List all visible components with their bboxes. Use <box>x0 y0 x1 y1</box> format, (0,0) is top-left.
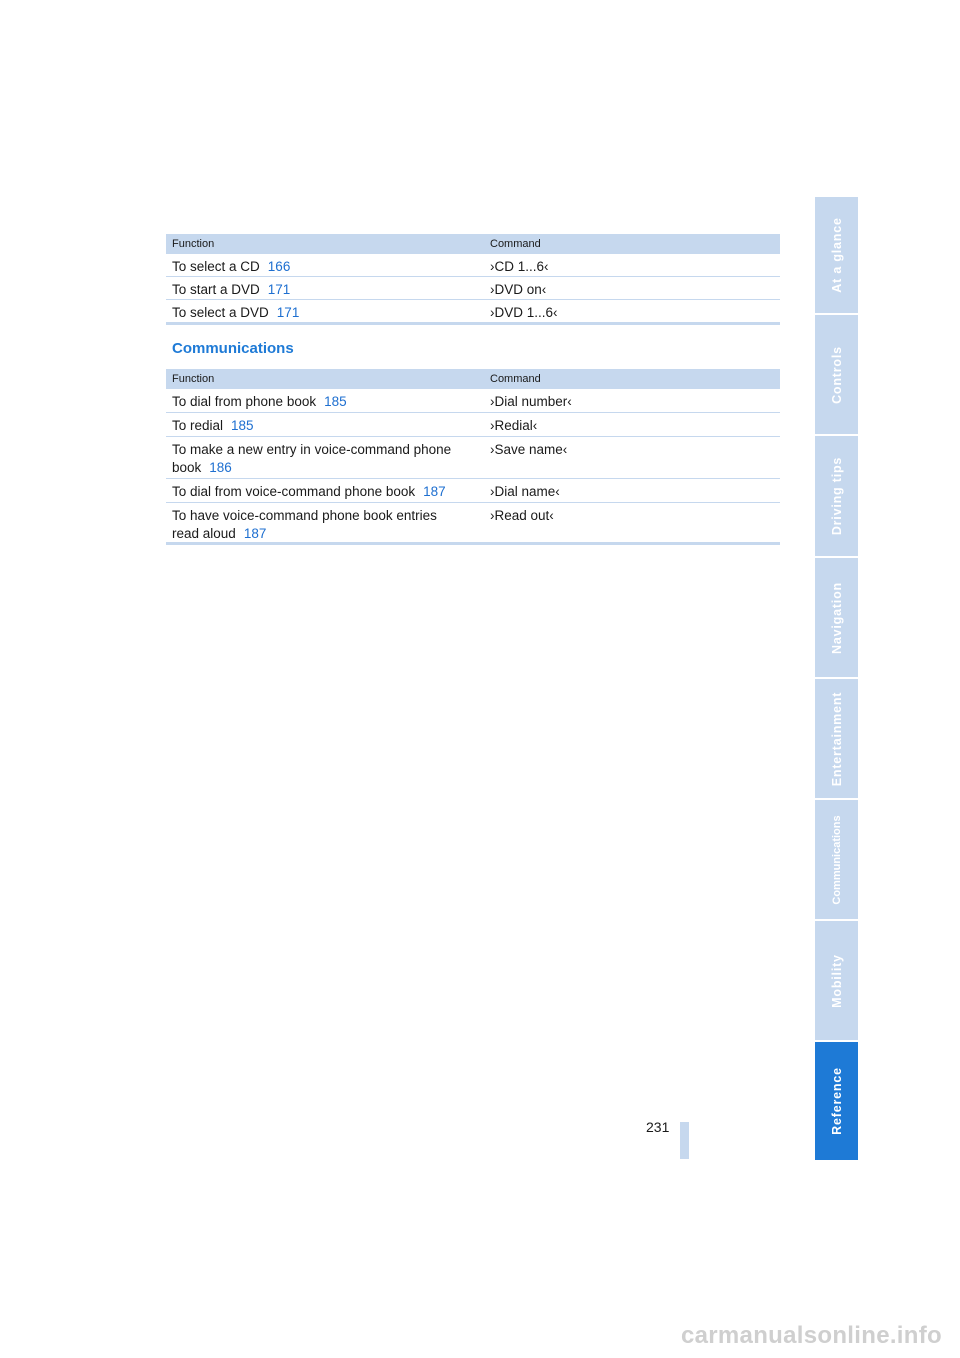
table-row <box>166 503 780 542</box>
row-function: To start a DVD <box>172 282 260 297</box>
tab-driving-tips[interactable] <box>815 436 858 556</box>
page-reference-link[interactable]: 187 <box>243 526 267 541</box>
page-reference-link[interactable]: 187 <box>423 484 446 499</box>
header-function: Function <box>172 373 215 385</box>
row-function: To dial from phone book <box>172 394 317 409</box>
communications-command-table <box>166 369 780 545</box>
table-row <box>166 479 780 503</box>
tab-communications[interactable] <box>815 800 858 919</box>
page-reference-link[interactable]: 185 <box>324 394 347 409</box>
table-row <box>166 277 780 300</box>
row-command: ›Read out‹ <box>490 508 554 523</box>
table-divider <box>166 322 780 325</box>
tab-label: Communications <box>830 814 843 905</box>
table-row <box>166 437 780 479</box>
table-row <box>166 389 780 413</box>
row-function: To select a DVD <box>172 305 269 320</box>
tab-mobility[interactable] <box>815 921 858 1040</box>
page-reference-link[interactable]: 186 <box>209 460 232 475</box>
section-title: Communications <box>172 340 294 357</box>
tab-label: Entertainment <box>829 691 844 786</box>
table-header <box>166 369 780 389</box>
watermark: carmanualsonline.info <box>680 1322 942 1349</box>
tab-at-a-glance[interactable] <box>815 197 858 313</box>
page-number: 231 <box>646 1119 670 1135</box>
row-command: ›DVD on‹ <box>490 282 547 297</box>
tab-entertainment[interactable] <box>815 679 858 798</box>
row-command: ›Dial number‹ <box>490 394 572 409</box>
tab-controls[interactable] <box>815 315 858 434</box>
tab-navigation[interactable] <box>815 558 858 677</box>
header-command: Command <box>490 373 541 385</box>
table-header <box>166 234 780 254</box>
table-row <box>166 413 780 437</box>
row-command: ›CD 1...6‹ <box>490 259 549 274</box>
row-command: ›Redial‹ <box>490 418 538 433</box>
page-reference-link[interactable]: 171 <box>267 282 291 297</box>
header-function: Function <box>172 238 215 250</box>
chapter-tabs <box>815 197 858 1162</box>
row-function: To select a CD <box>172 259 260 274</box>
tab-label: At a glance <box>829 217 844 293</box>
tab-label: Navigation <box>829 581 844 654</box>
tab-reference[interactable] <box>815 1042 858 1160</box>
row-command: ›Save name‹ <box>490 442 568 457</box>
tab-label: Driving tips <box>829 456 844 536</box>
page-reference-link[interactable]: 185 <box>231 418 254 433</box>
header-command: Command <box>490 238 541 250</box>
row-function: To dial from voice-command phone book <box>172 484 416 499</box>
table-row <box>166 300 780 322</box>
tab-label: Reference <box>829 1067 844 1135</box>
row-command: ›Dial name‹ <box>490 484 560 499</box>
entertainment-command-table <box>166 234 780 325</box>
row-function: To redial <box>172 418 224 433</box>
page-number-bar <box>680 1122 689 1159</box>
row-function: To have voice-command phone book entries read aloud <box>172 508 437 541</box>
row-command: ›DVD 1...6‹ <box>490 305 558 320</box>
page-reference-link[interactable]: 166 <box>267 259 291 274</box>
tab-label: Controls <box>829 345 844 404</box>
table-row <box>166 254 780 277</box>
page-reference-link[interactable]: 171 <box>276 305 300 320</box>
row-function: To make a new entry in voice-command phone book <box>172 442 452 475</box>
tab-label: Mobility <box>829 953 844 1008</box>
